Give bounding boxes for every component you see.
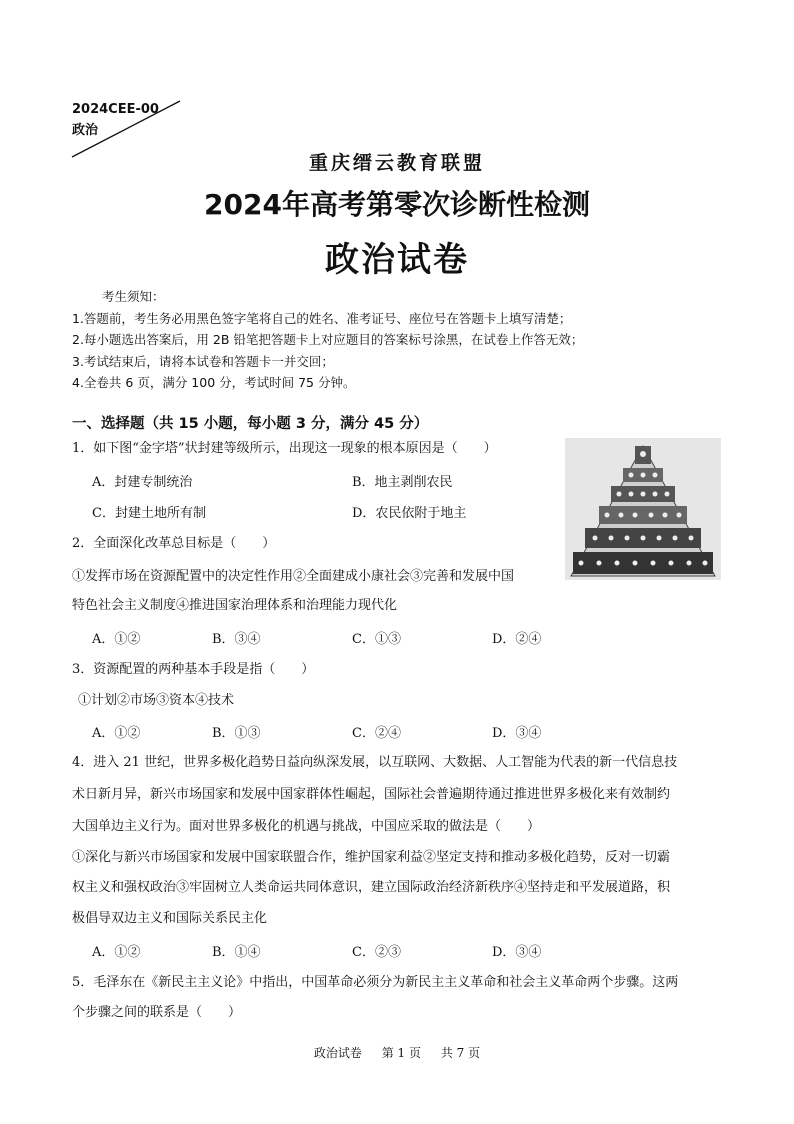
q1-option-b: B．地主剥削农民 — [352, 475, 453, 490]
question-4-stem: 4．进入 21 世纪，世界多极化趋势日益向纵深发展，以互联网、大数据、人工智能为代表的新一代信息技 — [72, 755, 678, 770]
question-4-body: 术日新月异，新兴市场国家和发展中国家群体性崛起，国际社会普遍期待通过推进世界多极化来有效制约 — [72, 787, 671, 802]
q3-option-a: A．①② — [92, 726, 141, 741]
q4-option-d: D．③④ — [492, 945, 542, 960]
exam-title: 2024年高考第零次诊断性检测 — [204, 188, 590, 221]
question-4-body: ①深化与新兴市场国家和发展中国家联盟合作，维护国家利益②坚定支持和推动多极化趋势，反对一切霸 — [72, 850, 671, 865]
feudal-pyramid-illustration — [565, 438, 721, 580]
notice-item: 4.全卷共 6 页，满分 100 分，考试时间 75 分钟。 — [72, 375, 356, 390]
paper-code: 2024CEE-00 — [72, 102, 159, 117]
q4-option-b: B．①④ — [212, 945, 261, 960]
question-3-stem: 3．资源配置的两种基本手段是指（ ） — [72, 662, 315, 677]
notice-item: 3.考试结束后，请将本试卷和答题卡一并交回； — [72, 353, 334, 369]
q1-option-a: A．封建专制统治 — [92, 475, 193, 490]
question-1-stem: 1．如下图“金字塔”状封建等级所示，出现这一现象的根本原因是（ ） — [72, 441, 497, 456]
q3-option-c: C．②④ — [352, 726, 401, 741]
footer-subject: 政治试卷 — [313, 1046, 362, 1060]
question-5-stem: 5．毛泽东在《新民主主义论》中指出，中国革命必须分为新民主主义革命和社会主义革命两个步骤。这两 — [72, 975, 679, 990]
question-2-body: ①发挥市场在资源配置中的决定性作用②全面建成小康社会③完善和发展中国 — [72, 569, 515, 584]
page-footer — [0, 1044, 794, 1061]
q4-option-c: C．②③ — [352, 945, 401, 960]
question-3-body: ①计划②市场③资本④技术 — [78, 693, 235, 708]
q1-option-c: C．封建土地所有制 — [92, 506, 206, 521]
section-heading: 一、选择题（共 15 小题，每小题 3 分，满分 45 分） — [72, 416, 429, 432]
q3-option-b: B．①③ — [212, 726, 261, 741]
notice-item: 2.每小题选出答案后，用 2B 铅笔把答题卡上对应题目的答案标号涂黑，在试卷上作答无效； — [72, 332, 584, 347]
paper-title: 政治试卷 — [325, 240, 469, 280]
notice-item: 1.答题前，考生务必用黑色签字笔将自己的姓名、准考证号、座位号在答题卡上填写清楚； — [72, 310, 572, 326]
org-title: 重庆缙云教育联盟 — [308, 152, 485, 174]
q2-option-a: A．①② — [92, 632, 141, 647]
footer-page: 第 1 页 — [381, 1046, 421, 1060]
q2-option-d: D．②④ — [492, 632, 542, 647]
question-4-body: 极倡导双边主义和国际关系民主化 — [72, 911, 268, 926]
question-2-body: 特色社会主义制度④推进国家治理体系和治理能力现代化 — [72, 598, 398, 613]
question-4-body: 权主义和强权政治③牢固树立人类命运共同体意识，建立国际政治经济新秩序④坚持走和平发展道路，积 — [72, 880, 671, 895]
q1-option-d: D．农民依附于地主 — [352, 506, 467, 521]
question-5-body: 个步骤之间的联系是（ ） — [72, 1005, 242, 1020]
question-4-body: 大国单边主义行为。面对世界多极化的机遇与挑战，中国应采取的做法是（ ） — [72, 819, 541, 834]
q2-option-b: B．③④ — [212, 632, 261, 647]
q3-option-d: D．③④ — [492, 726, 542, 741]
footer-total: 共 7 页 — [440, 1046, 481, 1060]
q2-option-c: C．①③ — [352, 632, 401, 647]
paper-subject: 政治 — [72, 123, 99, 138]
q4-option-a: A．①② — [92, 945, 141, 960]
question-2-stem: 2．全面深化改革总目标是（ ） — [72, 536, 276, 551]
notice-title: 考生须知： — [102, 289, 165, 304]
exam-notice — [72, 286, 732, 394]
